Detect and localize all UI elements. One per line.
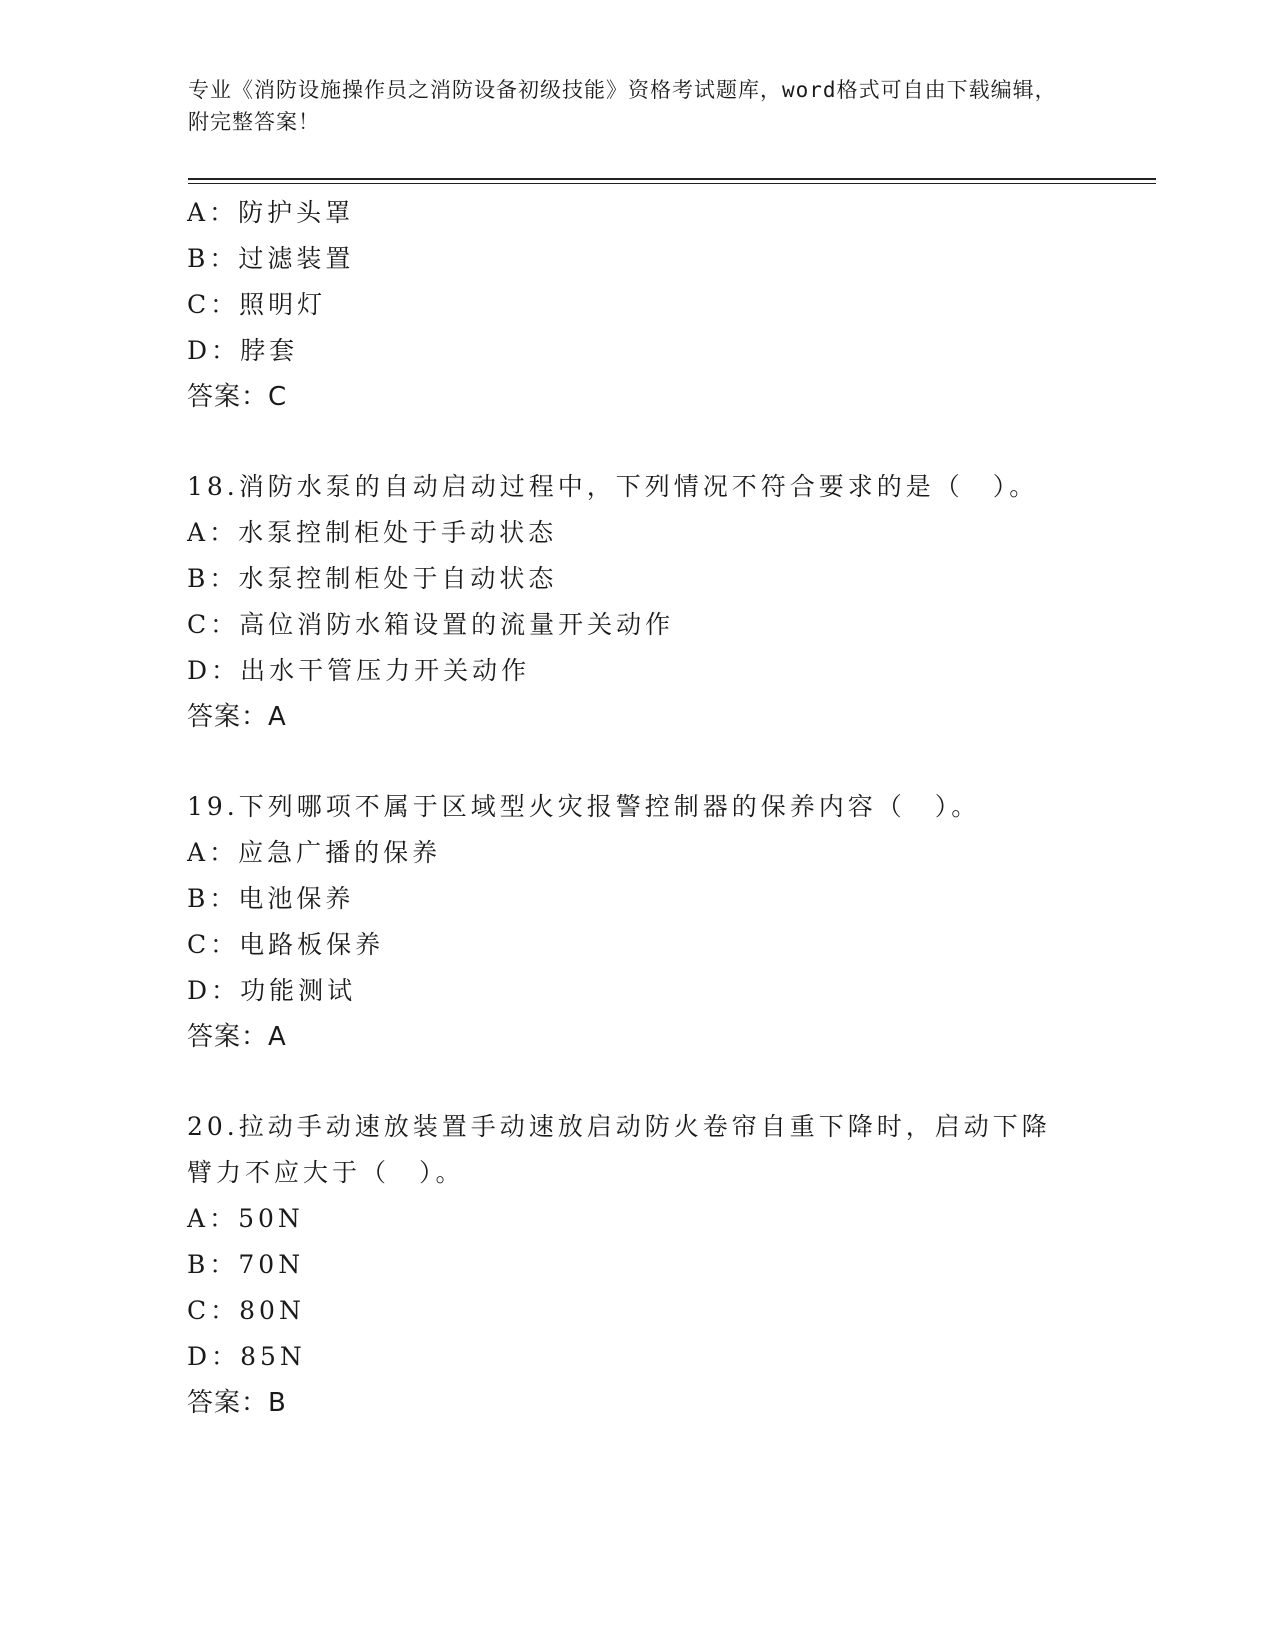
question-list — [187, 190, 1087, 1426]
option-letter: C — [187, 930, 211, 959]
option-separator: ： — [209, 1250, 239, 1279]
answer-line: 答案：B — [187, 1388, 287, 1418]
option-separator: ： — [209, 518, 239, 547]
option-separator: ： — [210, 1296, 240, 1325]
option-d — [187, 1334, 1087, 1380]
option-separator: ： — [209, 198, 239, 227]
option-d — [187, 968, 1087, 1014]
document-header: 专业《消防设施操作员之消防设备初级技能》资格考试题库，word格式可自由下载编辑，附完整答案！ — [188, 78, 1057, 134]
option-text: 70N — [238, 1250, 305, 1279]
header-divider-thin — [188, 183, 1156, 184]
option-separator: ： — [210, 290, 240, 319]
answer-line: 答案：A — [187, 1022, 287, 1052]
answer-line: 答案：C — [187, 382, 288, 412]
option-separator: ： — [211, 1342, 241, 1371]
question-block — [187, 784, 1087, 1060]
question-block — [187, 190, 1087, 420]
option-text: 脖套 — [240, 336, 299, 365]
option-text: 高位消防水箱设置的流量开关动作 — [239, 610, 675, 639]
option-separator: ： — [211, 336, 241, 365]
option-separator: ： — [210, 930, 240, 959]
option-text: 电池保养 — [238, 884, 355, 913]
option-text: 水泵控制柜处于自动状态 — [238, 564, 558, 593]
question-block — [187, 1104, 1087, 1426]
option-separator: ： — [211, 656, 241, 685]
question-stem: 20.拉动手动速放装置手动速放启动防火卷帘自重下降时，启动下降臂力不应大于（ ）。 — [187, 1112, 1051, 1187]
option-c — [187, 1288, 1087, 1334]
option-letter: A — [187, 518, 210, 547]
option-text: 应急广播的保养 — [238, 838, 442, 867]
option-letter: C — [187, 290, 211, 319]
option-b — [187, 876, 1087, 922]
option-letter: D — [187, 1342, 212, 1371]
option-text: 防护头罩 — [238, 198, 355, 227]
option-letter: D — [187, 336, 212, 365]
option-letter: A — [187, 838, 210, 867]
option-letter: B — [187, 244, 210, 273]
option-letter: C — [187, 610, 211, 639]
option-a — [187, 190, 1087, 236]
option-c — [187, 922, 1087, 968]
option-text: 80N — [239, 1296, 305, 1325]
option-c — [187, 282, 1087, 328]
question-stem: 19.下列哪项不属于区域型火灾报警控制器的保养内容（ ）。 — [187, 792, 981, 821]
option-text: 85N — [240, 1342, 306, 1371]
option-b — [187, 556, 1087, 602]
option-separator: ： — [209, 244, 239, 273]
option-text: 功能测试 — [240, 976, 357, 1005]
option-separator: ： — [209, 884, 239, 913]
option-letter: A — [187, 1204, 210, 1233]
option-text: 电路板保养 — [239, 930, 385, 959]
option-letter: D — [187, 976, 212, 1005]
question-stem: 18.消防水泵的自动启动过程中，下列情况不符合要求的是（ ）。 — [187, 472, 1039, 501]
answer-line: 答案：A — [187, 702, 287, 732]
option-letter: A — [187, 198, 210, 227]
header-divider-thick — [188, 178, 1156, 180]
option-b — [187, 1242, 1087, 1288]
option-c — [187, 602, 1087, 648]
option-separator: ： — [211, 976, 241, 1005]
option-text: 水泵控制柜处于手动状态 — [238, 518, 558, 547]
option-letter: D — [187, 656, 212, 685]
option-d — [187, 648, 1087, 694]
option-separator: ： — [209, 1204, 239, 1233]
option-text: 出水干管压力开关动作 — [240, 656, 531, 685]
option-a — [187, 1196, 1087, 1242]
option-separator: ： — [209, 564, 239, 593]
option-separator: ： — [209, 838, 239, 867]
option-letter: B — [187, 1250, 210, 1279]
option-text: 过滤装置 — [238, 244, 355, 273]
option-separator: ： — [210, 610, 240, 639]
question-block — [187, 464, 1087, 740]
option-letter: B — [187, 564, 210, 593]
option-letter: B — [187, 884, 210, 913]
option-text: 照明灯 — [239, 290, 327, 319]
option-a — [187, 510, 1087, 556]
option-letter: C — [187, 1296, 211, 1325]
option-a — [187, 830, 1087, 876]
option-b — [187, 236, 1087, 282]
option-text: 50N — [238, 1204, 304, 1233]
option-d — [187, 328, 1087, 374]
